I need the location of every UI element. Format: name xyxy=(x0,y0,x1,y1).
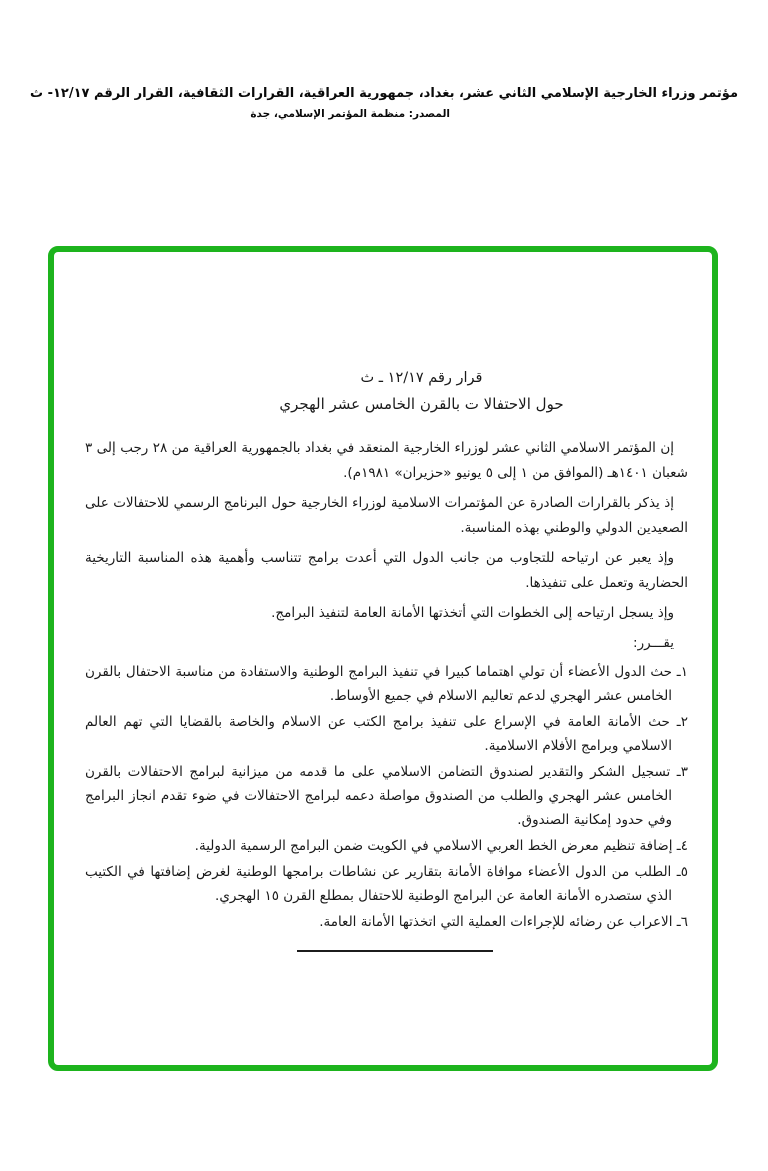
source-value: منظمة المؤتمر الإسلامي، جدة xyxy=(250,108,406,120)
resolution-subject-title: حول الاحتفالا ت بالقرن الخامس عشر الهجري xyxy=(279,395,564,413)
separator-line xyxy=(297,950,493,952)
decides-label: يقـــرر: xyxy=(633,635,674,651)
item-text: حث الأمانة العامة في الإسراع على تنفيذ برامج الكتب عن الاسلام والخاصة بالقضايا التي تهم العالم الاسلامي وبرامج الأفلام الاسلامية. xyxy=(85,714,672,754)
preamble-paragraph: وإذ يعبر عن ارتياحه للتجاوب من جانب الدول التي أعدت برامج تتناسب وأهمية هذه المناسبة التاريخية الحضارية وتعمل على تنفيذها. xyxy=(85,550,688,591)
resolution-item xyxy=(85,760,688,832)
source-line xyxy=(0,108,768,120)
item-text: حث الدول الأعضاء أن تولي اهتماما كبيرا في تنفيذ البرامج الوطنية والاستفادة من مناسبة الاحتفال بالقرن الخامس عشر الهجري لدعم تعاليم الاسلام في جميع الأوساط. xyxy=(85,664,672,704)
item-number: ٤ـ xyxy=(676,838,688,854)
item-number: ٥ـ xyxy=(676,864,688,880)
preamble-paragraph: إذ يذكر بالقرارات الصادرة عن المؤتمرات الاسلامية لوزراء الخارجية حول البرنامج الرسمي للاحتفالات على الصعيدين الدولي والوطني بهذه المناسبة. xyxy=(85,495,688,536)
item-text: تسجيل الشكر والتقدير لصندوق التضامن الاسلامي على ما قدمه من ميزانية لبرامج الاحتفالات بالقرن الخامس عشر الهجري والطلب من الصندوق مواصلة دعمه لبرامج الاحتفالات في ضوء تقدم انجاز البرامج وفي حدود إمكانية الصندوق. xyxy=(85,764,672,828)
item-number: ٦ـ xyxy=(676,914,688,930)
document-header-citation: مؤتمر وزراء الخارجية الإسلامي الثاني عشر، بغداد، جمهورية العراقية، القرارات الثقافية، القرار الرقم ١٢/١٧- ث xyxy=(29,86,739,101)
item-number: ٣ـ xyxy=(676,764,689,780)
resolution-number-title: قرار رقم ١٢/١٧ ـ ث xyxy=(360,370,483,386)
resolution-item xyxy=(85,710,688,758)
scanned-document-frame xyxy=(48,246,718,1071)
resolution-item xyxy=(85,910,688,934)
item-text: إضافة تنظيم معرض الخط العربي الاسلامي في الكويت ضمن البرامج الرسمية الدولية. xyxy=(194,838,673,854)
source-label: المصدر: xyxy=(408,108,450,120)
preamble-paragraph: وإذ يسجل ارتياحه إلى الخطوات التي أتخذتها الأمانة العامة لتنفيذ البرامج. xyxy=(271,605,674,621)
preamble-paragraph: إن المؤتمر الاسلامي الثاني عشر لوزراء الخارجية المنعقد في بغداد بالجمهورية العراقية من ٢٨ رجب إلى ٣ شعبان ١٤٠١هـ (الموافق من ١ إلى ٥ يونيو «حزيران» ١٩٨١م). xyxy=(85,440,688,481)
item-number: ٢ـ xyxy=(676,714,688,730)
resolution-item xyxy=(85,860,688,908)
item-number: ١ـ xyxy=(676,664,688,680)
resolution-item xyxy=(85,660,688,708)
item-text: الطلب من الدول الأعضاء موافاة الأمانة بتقارير عن نشاطات برامجها الوطنية لغرض إضافتها في الكتيب الذي ستصدره الأمانة العامة عن البرامج الوطنية للاحتفال بمطلع القرن ١٥ الهجري. xyxy=(85,864,672,904)
item-text: الاعراب عن رضائه للإجراءات العملية التي اتخذتها الأمانة العامة. xyxy=(319,914,673,930)
resolution-items-list xyxy=(85,660,688,934)
preamble-section xyxy=(85,436,688,626)
scanned-document-content xyxy=(54,252,712,952)
resolution-item xyxy=(85,834,688,858)
